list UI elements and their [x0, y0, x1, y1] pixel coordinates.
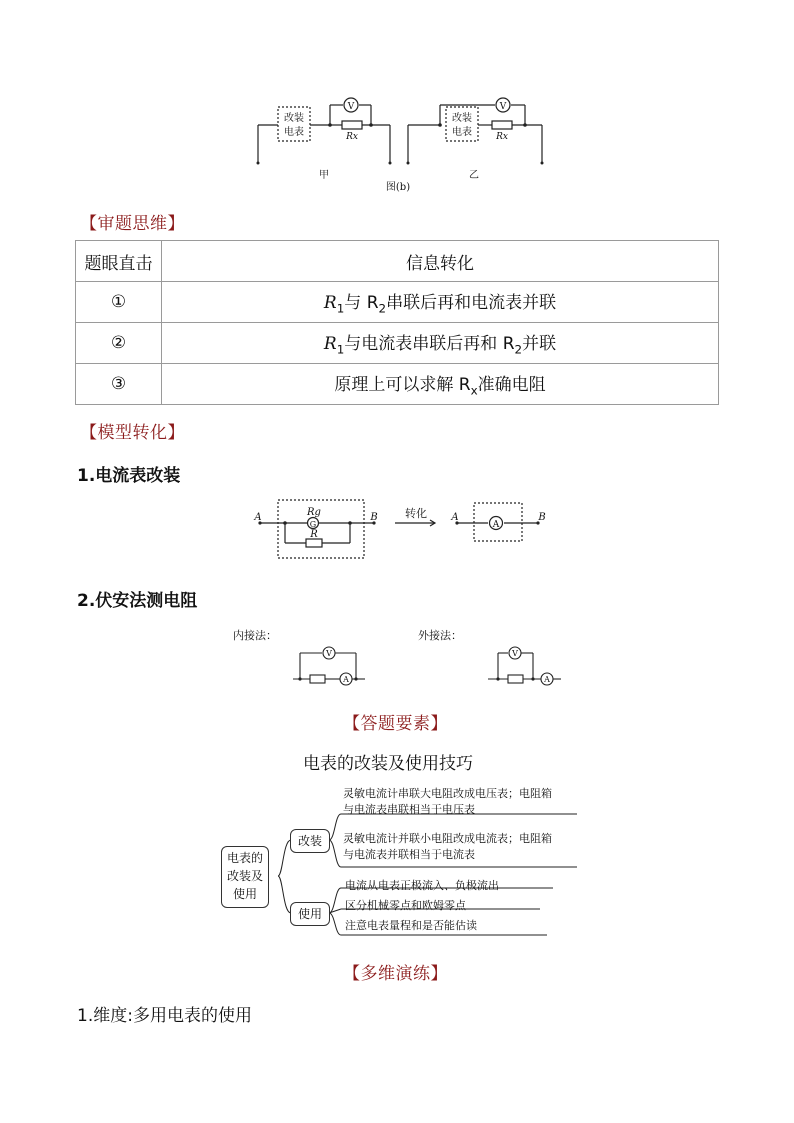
jia-box-line2: 电表 — [284, 127, 304, 138]
use-item-1: 电流从电表正极流入、负极流出 — [345, 879, 499, 892]
point-b: B — [370, 512, 378, 523]
table-row — [76, 364, 719, 405]
galvanometer-symbol: G — [309, 520, 317, 529]
mindmap-branch-modify: 改装 — [290, 829, 330, 853]
jia-voltmeter: V — [347, 102, 355, 112]
mindmap-title: 电表的改装及使用技巧 — [303, 754, 473, 774]
rg-label: Rg — [307, 507, 321, 518]
row-info: $R_1$与电流表串联后再和 $R_2$并联 — [162, 323, 719, 364]
model-heading: 【模型转化】 — [80, 423, 185, 443]
point-a: A — [254, 512, 262, 523]
inner-voltmeter: V — [326, 649, 332, 658]
ammeter-conversion-diagram — [250, 495, 560, 565]
jia-caption: 甲 — [319, 170, 329, 181]
use-item-2: 区分机械零点和欧姆零点 — [345, 899, 466, 912]
yi-box-line2: 电表 — [452, 127, 472, 138]
figure-b-caption: 图(b) — [385, 182, 411, 193]
ammeter-symbol: A — [492, 520, 500, 530]
outer-connection-label: 外接法： — [418, 629, 462, 642]
mindmap-branch-use: 使用 — [290, 902, 330, 926]
jia-rx: Rx — [346, 132, 358, 142]
review-table — [75, 240, 719, 405]
row-info: $R_1$与 $R_2$串联后再和电流表并联 — [162, 282, 719, 323]
row-mark: ③ — [76, 364, 162, 405]
outer-ammeter: A — [544, 675, 550, 684]
row-mark: ② — [76, 323, 162, 364]
use-item-3: 注意电表量程和是否能估读 — [345, 919, 477, 932]
point-b2: B — [538, 512, 546, 523]
yi-caption: 乙 — [469, 170, 479, 181]
convert-label: 转化 — [405, 507, 427, 520]
model-item2-title: 2.伏安法测电阻 — [77, 591, 198, 611]
practice-heading: 【多维演练】 — [343, 964, 448, 984]
row-mark: ① — [76, 282, 162, 323]
yi-rx: Rx — [496, 132, 508, 142]
table-header-row — [76, 241, 719, 282]
practice-item-1: 1.维度:多用电表的使用 — [77, 1006, 252, 1026]
yi-voltmeter: V — [499, 102, 507, 112]
figure-b-circuits — [240, 95, 560, 200]
header-cell-2: 信息转化 — [162, 241, 719, 282]
model-item1-title: 1.电流表改装 — [77, 466, 181, 486]
table-row — [76, 323, 719, 364]
inner-ammeter: A — [343, 675, 349, 684]
review-heading: 【审题思维】 — [80, 214, 185, 234]
outer-voltmeter: V — [512, 649, 518, 658]
point-a2: A — [451, 512, 459, 523]
row-info: 原理上可以求解 $R_x$准确电阻 — [162, 364, 719, 405]
modify-item-1: 灵敏电流计串联大电阻改成电压表；电阻箱 与电流表串联相当于电压表 — [343, 787, 552, 816]
inner-connection-label: 内接法： — [233, 629, 277, 642]
jia-box-line1: 改装 — [284, 113, 304, 124]
header-cell-1: 题眼直击 — [76, 241, 162, 282]
answer-heading: 【答题要素】 — [343, 714, 448, 734]
voltammeter-diagrams — [290, 642, 565, 692]
yi-box-line1: 改装 — [452, 113, 472, 124]
r-label: R — [310, 529, 318, 540]
modify-item-2: 灵敏电流计并联小电阻改成电流表；电阻箱 与电流表并联相当于电流表 — [343, 832, 552, 861]
table-row — [76, 282, 719, 323]
mindmap-root: 电表的 改装及 使用 — [221, 846, 269, 908]
